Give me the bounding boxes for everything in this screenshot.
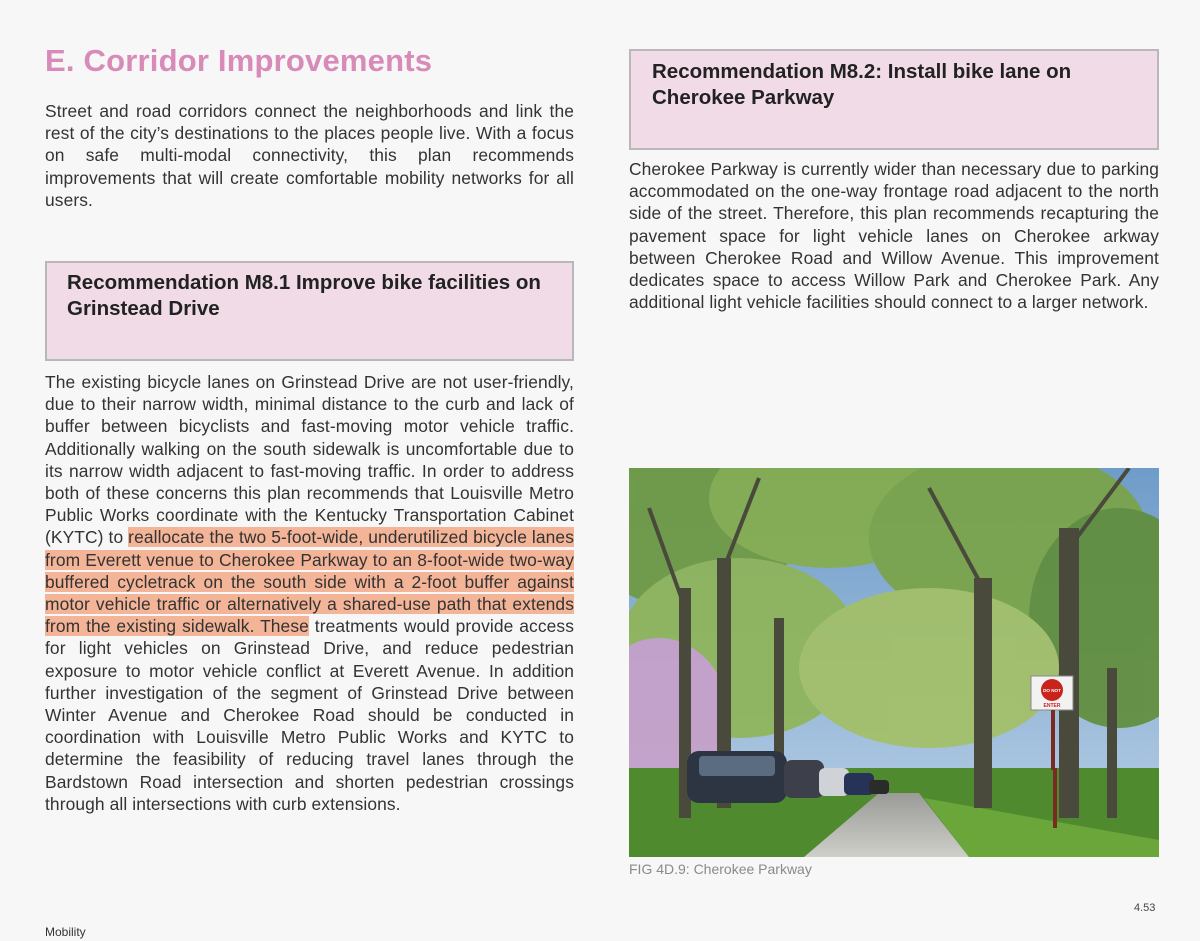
body-text-before: The existing bicycle lanes on Grinstead Drive are not user-friendly, due to their narrow width, minimal distance to the curb and lack of buffer between bicyclists and fast-moving motor vehicle traffic. Additionally walking on the south sidewalk is uncomfortable due to its narrow width adjacent to fast-moving traffic. In order to address both of these concerns this plan recommends that Louisville Metro Public Works coordinate with the Kentucky Transportation Cabinet (KYTC) to: [45, 372, 574, 548]
sign-text-bottom: ENTER: [1043, 703, 1061, 709]
recommendation-m8-2-body: Cherokee Parkway is currently wider than necessary due to parking accommodated on the one-way frontage road adjacent to the north side of the street. Therefore, this plan recommends recapturing the pavement space for light vehicle lanes on Cherokee arkway between Cherokee Road and Willow Avenue. This improvement dedicates space to access Willow Park and Cherokee Park. Any additional light vehicle facilities should connect to a larger network.: [629, 159, 1159, 313]
street-scene-illustration: [629, 468, 1159, 857]
recommendation-m8-1-box: [45, 261, 574, 361]
section-title: E. Corridor Improvements: [45, 43, 433, 78]
figure-caption: FIG 4D.9: Cherokee Parkway: [629, 861, 812, 877]
recommendation-m8-2-box: [629, 49, 1159, 150]
cherokee-parkway-photo: [629, 468, 1159, 857]
body-text-after: treatments would provide access for light vehicles on Grinstead Drive, and reduce pedestrian exposure to motor vehicle conflict at Everett Avenue. In addition further investigation of the segment of Grinstead Drive between Winter Avenue and Cherokee Road should be conducted in coordination with Louisville Metro Public Works and KYTC to determine the feasibility of reducing travel lanes through the Bardstown Road intersection and shorten pedestrian crossings through all intersections with curb extensions.: [45, 616, 574, 814]
intro-paragraph: Street and road corridors connect the neighborhoods and link the rest of the city’s destinations to the places people live. With a focus on safe multi-modal connectivity, this plan recommends improvements that will create comfortable mobility networks for all users.: [45, 101, 574, 210]
recommendation-m8-1-title: Recommendation M8.1 Improve bike facilities on Grinstead Drive: [67, 271, 541, 320]
sign-text-top: DO NOT: [1043, 688, 1061, 693]
page-number: 4.53: [1134, 902, 1156, 914]
recommendation-m8-2-title: Recommendation M8.2: Install bike lane on Cherokee Parkway: [652, 60, 1072, 109]
recommendation-m8-1-body: [45, 371, 574, 815]
footer-section-label: Mobility: [45, 925, 86, 939]
highlighted-text: reallocate the two 5-foot-wide, underutilized bicycle lanes from Everett venue to Cherokee Parkway to an 8-foot-wide two-way buffered cycletrack on the south side with a 2-foot buffer against motor vehicle traffic or alternatively a shared-use path that extends from the existing sidewalk. These: [45, 527, 574, 637]
